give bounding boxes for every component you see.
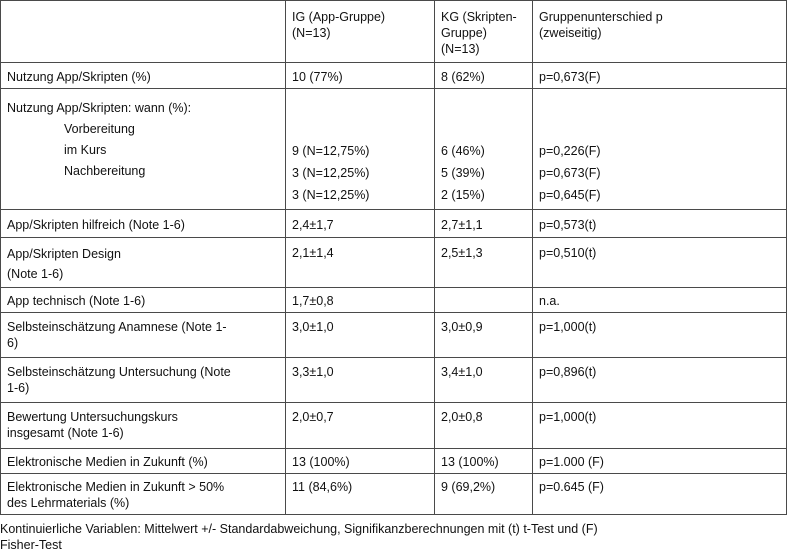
p-value: p=0,226(F) — [539, 144, 601, 158]
kg-value: 8 (62%) — [441, 70, 485, 84]
ig-value: 2,0±0,7 — [292, 410, 334, 424]
kg-value: 9 (69,2%) — [441, 480, 496, 494]
table-row — [1, 403, 787, 449]
ig-cell — [286, 403, 435, 449]
header-kg-line: KG (Skripten- — [441, 10, 517, 24]
table-row — [1, 313, 787, 358]
p-cell — [533, 238, 787, 288]
kg-value: 6 (46%) — [441, 144, 485, 158]
row-label — [1, 238, 286, 288]
ig-cell — [286, 474, 435, 515]
header-p-line: Gruppenunterschied p — [539, 10, 663, 24]
header-p-line: (zweiseitig) — [539, 26, 602, 40]
p-value: p=0,573(t) — [539, 218, 597, 232]
kg-cell — [435, 449, 533, 474]
ig-cell — [286, 89, 435, 210]
ig-cell — [286, 210, 435, 238]
kg-value: 3,0±0,9 — [441, 320, 483, 334]
p-cell — [533, 210, 787, 238]
label-line: Bewertung Untersuchungskurs — [7, 410, 178, 424]
p-cell — [533, 474, 787, 515]
p-value: p=0,510(t) — [539, 246, 597, 260]
kg-cell — [435, 63, 533, 89]
sub-label: im Kurs — [64, 143, 107, 157]
table-row — [1, 238, 787, 288]
table-row — [1, 358, 787, 403]
row-label — [1, 358, 286, 403]
kg-cell — [435, 474, 533, 515]
p-value: p=0,673(F) — [539, 166, 601, 180]
sub-label: Nachbereitung — [64, 164, 146, 178]
ig-value: 1,7±0,8 — [292, 294, 334, 308]
kg-cell — [435, 210, 533, 238]
ig-value: 3,0±1,0 — [292, 320, 334, 334]
ig-value: 3 (N=12,25%) — [292, 188, 370, 202]
row-label — [1, 403, 286, 449]
table-row — [1, 210, 787, 238]
label-line: Elektronische Medien in Zukunft > 50% — [7, 480, 225, 494]
kg-value: 2 (15%) — [441, 188, 485, 202]
label-line: App/Skripten hilfreich (Note 1-6) — [7, 218, 185, 232]
label-line: Selbsteinschätzung Anamnese (Note 1- — [7, 320, 227, 334]
footnote-line: Kontinuierliche Variablen: Mittelwert +/- Standardabweichung, Signifikanzberechnungen mit (t) t-Test und (F) — [0, 522, 598, 536]
header-cell-p — [533, 1, 787, 63]
label-line: (Note 1-6) — [7, 267, 64, 281]
row-label — [1, 313, 286, 358]
sub-label: Vorbereitung — [64, 122, 135, 136]
header-kg-line: (N=13) — [441, 42, 480, 56]
ig-value: 10 (77%) — [292, 70, 343, 84]
p-value: p=1.000 (F) — [539, 455, 604, 469]
ig-value: 11 (84,6%) — [292, 480, 353, 494]
ig-value: 9 (N=12,75%) — [292, 144, 370, 158]
kg-value: 13 (100%) — [441, 455, 499, 469]
row-label — [1, 89, 286, 210]
label-line: Selbsteinschätzung Untersuchung (Note — [7, 365, 231, 379]
ig-cell — [286, 63, 435, 89]
p-value: n.a. — [539, 294, 560, 308]
header-cell-kg — [435, 1, 533, 63]
header-cell-ig — [286, 1, 435, 63]
p-value: p=0,645(F) — [539, 188, 601, 202]
header-kg-line: Gruppe) — [441, 26, 487, 40]
p-cell — [533, 358, 787, 403]
ig-cell — [286, 449, 435, 474]
header-ig-line: IG (App-Gruppe) — [292, 10, 386, 24]
ig-value: 3 (N=12,25%) — [292, 166, 370, 180]
row-label — [1, 288, 286, 313]
kg-cell — [435, 313, 533, 358]
p-value: p=0,673(F) — [539, 70, 601, 84]
kg-cell — [435, 358, 533, 403]
table-row — [1, 63, 787, 89]
header-row — [1, 1, 787, 63]
kg-value: 2,7±1,1 — [441, 218, 483, 232]
p-cell — [533, 63, 787, 89]
label-line: 1-6) — [7, 381, 30, 395]
p-cell — [533, 288, 787, 313]
ig-cell — [286, 358, 435, 403]
label-line: 6) — [7, 336, 19, 350]
table-footnote — [0, 521, 788, 553]
table-row — [1, 89, 787, 210]
row-label — [1, 210, 286, 238]
label-line: insgesamt (Note 1-6) — [7, 426, 124, 440]
header-ig-line: (N=13) — [292, 26, 331, 40]
table-row — [1, 474, 787, 515]
kg-value: 2,0±0,8 — [441, 410, 483, 424]
p-cell — [533, 403, 787, 449]
ig-value: 13 (100%) — [292, 455, 350, 469]
label-line: App/Skripten Design — [7, 247, 121, 261]
ig-cell — [286, 238, 435, 288]
label-line: Nutzung App/Skripten (%) — [7, 70, 151, 84]
table-row — [1, 288, 787, 313]
row-label — [1, 63, 286, 89]
p-value: p=0.645 (F) — [539, 480, 604, 494]
row-label — [1, 449, 286, 474]
kg-cell — [435, 89, 533, 210]
kg-value: 3,4±1,0 — [441, 365, 483, 379]
p-cell — [533, 89, 787, 210]
p-cell — [533, 449, 787, 474]
label-line: Elektronische Medien in Zukunft (%) — [7, 455, 208, 469]
p-cell — [533, 313, 787, 358]
label-line: des Lehrmaterials (%) — [7, 496, 130, 510]
kg-cell — [435, 403, 533, 449]
label-line: Nutzung App/Skripten: wann (%): — [7, 101, 192, 115]
ig-value: 2,1±1,4 — [292, 246, 334, 260]
ig-value: 3,3±1,0 — [292, 365, 334, 379]
table-row — [1, 449, 787, 474]
footnote-line: Fisher-Test — [0, 538, 62, 552]
label-line: App technisch (Note 1-6) — [7, 294, 146, 308]
kg-value: 2,5±1,3 — [441, 246, 483, 260]
ig-cell — [286, 313, 435, 358]
row-label — [1, 474, 286, 515]
kg-cell — [435, 238, 533, 288]
p-value: p=0,896(t) — [539, 365, 597, 379]
p-value: p=1,000(t) — [539, 320, 597, 334]
ig-cell — [286, 288, 435, 313]
kg-cell — [435, 288, 533, 313]
ig-value: 2,4±1,7 — [292, 218, 334, 232]
p-value: p=1,000(t) — [539, 410, 597, 424]
kg-value: 5 (39%) — [441, 166, 485, 180]
header-cell-empty — [1, 1, 286, 63]
